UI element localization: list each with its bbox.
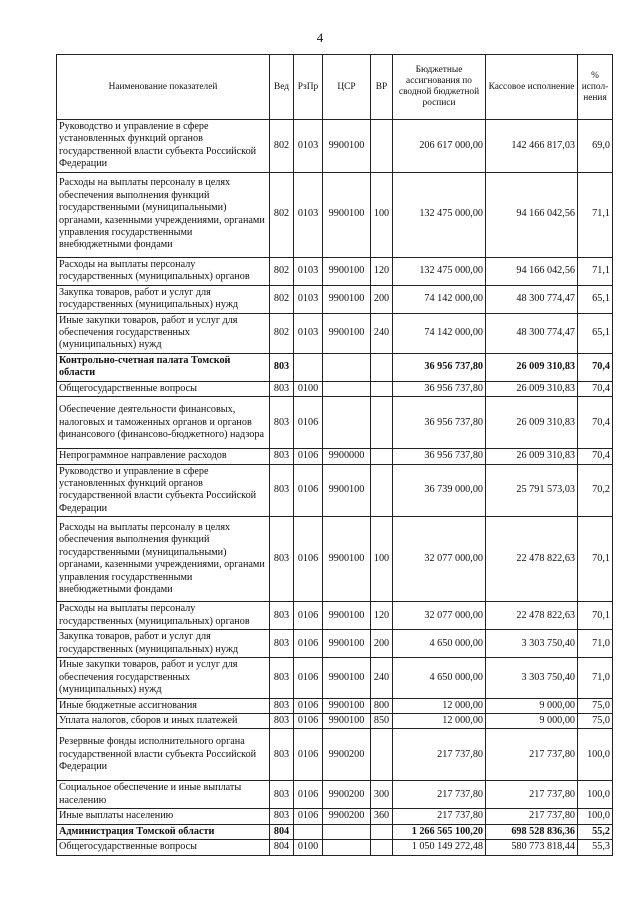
cell-name: Расходы на выплаты персоналу государственных (муниципальных) органов: [57, 602, 270, 630]
cell-pct: 70,1: [578, 602, 613, 630]
cell-assign: 12 000,00: [393, 713, 486, 728]
cell-ved: 803: [270, 381, 294, 396]
table-row: [57, 120, 613, 173]
cell-kass: 48 300 774,47: [486, 285, 578, 313]
cell-rzpr: 0106: [294, 464, 323, 517]
cell-assign: 36 956 737,80: [393, 353, 486, 381]
cell-kass: 22 478 822,63: [486, 602, 578, 630]
cell-kass: 142 466 817,03: [486, 120, 578, 173]
cell-vr: [371, 464, 393, 517]
table-row: [57, 658, 613, 698]
cell-assign: 74 142 000,00: [393, 285, 486, 313]
cell-pct: 70,1: [578, 517, 613, 602]
cell-kass: 26 009 310,83: [486, 397, 578, 449]
cell-pct: 70,4: [578, 353, 613, 381]
cell-vr: [371, 381, 393, 396]
cell-vr: 800: [371, 698, 393, 713]
cell-name: Общегосударственные вопросы: [57, 381, 270, 396]
page-number: 4: [316, 30, 324, 45]
table-row: [57, 257, 613, 285]
cell-pct: 71,0: [578, 658, 613, 698]
cell-vr: 850: [371, 713, 393, 728]
cell-ved: 803: [270, 449, 294, 464]
cell-rzpr: 0103: [294, 120, 323, 173]
cell-pct: 100,0: [578, 809, 613, 824]
cell-csr: 9900100: [323, 464, 371, 517]
table-header-row: [57, 55, 613, 120]
cell-ved: 802: [270, 257, 294, 285]
cell-csr: 9900100: [323, 285, 371, 313]
cell-csr: 9900200: [323, 729, 371, 781]
cell-rzpr: [294, 353, 323, 381]
cell-name: Закупка товаров, работ и услуг для государственных (муниципальных) нужд: [57, 285, 270, 313]
cell-name: Администрация Томской области: [57, 824, 270, 839]
cell-pct: 55,3: [578, 840, 613, 855]
cell-pct: 65,1: [578, 285, 613, 313]
cell-rzpr: 0106: [294, 602, 323, 630]
table-row: [57, 630, 613, 658]
cell-csr: 9900100: [323, 517, 371, 602]
cell-pct: 70,4: [578, 381, 613, 396]
cell-rzpr: 0103: [294, 257, 323, 285]
cell-kass: 22 478 822,63: [486, 517, 578, 602]
cell-pct: 75,0: [578, 698, 613, 713]
cell-rzpr: 0106: [294, 630, 323, 658]
cell-ved: 802: [270, 172, 294, 257]
cell-vr: 120: [371, 257, 393, 285]
cell-rzpr: 0106: [294, 517, 323, 602]
cell-csr: [323, 824, 371, 839]
cell-name: Обеспечение деятельности финансовых, налоговых и таможенных органов и органов финансового (финансово-бюджетного) надзора: [57, 397, 270, 449]
cell-vr: [371, 824, 393, 839]
cell-kass: 217 737,80: [486, 809, 578, 824]
cell-vr: 300: [371, 781, 393, 809]
table-row: [57, 449, 613, 464]
header-ved: Вед: [270, 55, 294, 120]
cell-ved: 803: [270, 713, 294, 728]
cell-vr: [371, 120, 393, 173]
cell-kass: 48 300 774,47: [486, 313, 578, 353]
cell-kass: 94 166 042,56: [486, 172, 578, 257]
cell-vr: [371, 449, 393, 464]
cell-pct: 70,4: [578, 397, 613, 449]
table-row: [57, 381, 613, 396]
cell-kass: 217 737,80: [486, 729, 578, 781]
cell-vr: 360: [371, 809, 393, 824]
cell-rzpr: 0106: [294, 449, 323, 464]
cell-assign: 74 142 000,00: [393, 313, 486, 353]
cell-csr: 9900100: [323, 658, 371, 698]
cell-assign: 4 650 000,00: [393, 658, 486, 698]
cell-ved: 802: [270, 313, 294, 353]
table-row: [57, 698, 613, 713]
cell-rzpr: 0103: [294, 313, 323, 353]
header-vr: ВР: [371, 55, 393, 120]
cell-assign: 1 266 565 100,20: [393, 824, 486, 839]
cell-name: Иные закупки товаров, работ и услуг для обеспечения государственных (муниципальных) нужд: [57, 658, 270, 698]
cell-ved: 803: [270, 397, 294, 449]
cell-assign: 36 956 737,80: [393, 381, 486, 396]
cell-vr: 120: [371, 602, 393, 630]
table-row: [57, 781, 613, 809]
cell-assign: 217 737,80: [393, 729, 486, 781]
cell-name: Руководство и управление в сфере установленных функций органов государственной власти субъекта Российской Федерации: [57, 120, 270, 173]
cell-kass: 580 773 818,44: [486, 840, 578, 855]
cell-rzpr: 0103: [294, 172, 323, 257]
cell-assign: 4 650 000,00: [393, 630, 486, 658]
cell-pct: 65,1: [578, 313, 613, 353]
table-row: [57, 824, 613, 839]
cell-name: Закупка товаров, работ и услуг для государственных (муниципальных) нужд: [57, 630, 270, 658]
cell-csr: 9900100: [323, 172, 371, 257]
cell-pct: 71,0: [578, 630, 613, 658]
budget-table: [56, 54, 613, 856]
cell-name: Резервные фонды исполнительного органа государственной власти субъекта Российской Федерации: [57, 729, 270, 781]
cell-assign: 132 475 000,00: [393, 257, 486, 285]
cell-csr: 9900200: [323, 781, 371, 809]
table-row: [57, 517, 613, 602]
cell-pct: 100,0: [578, 729, 613, 781]
cell-ved: 802: [270, 120, 294, 173]
cell-csr: 9900100: [323, 698, 371, 713]
cell-name: Непрограммное направление расходов: [57, 449, 270, 464]
cell-rzpr: 0103: [294, 285, 323, 313]
cell-rzpr: 0106: [294, 781, 323, 809]
cell-ved: 803: [270, 630, 294, 658]
cell-rzpr: [294, 824, 323, 839]
header-assign: Бюджетные ассигнования по сводной бюджетной росписи: [393, 55, 486, 120]
cell-pct: 70,2: [578, 464, 613, 517]
cell-name: Общегосударственные вопросы: [57, 840, 270, 855]
table-row: [57, 397, 613, 449]
cell-ved: 803: [270, 658, 294, 698]
cell-rzpr: 0106: [294, 713, 323, 728]
cell-name: Руководство и управление в сфере установленных функций органов государственной власти субъекта Российской Федерации: [57, 464, 270, 517]
cell-ved: 803: [270, 729, 294, 781]
cell-kass: 26 009 310,83: [486, 449, 578, 464]
table-row: [57, 313, 613, 353]
cell-assign: 206 617 000,00: [393, 120, 486, 173]
cell-assign: 32 077 000,00: [393, 517, 486, 602]
table-row: [57, 729, 613, 781]
cell-vr: 100: [371, 172, 393, 257]
cell-assign: 12 000,00: [393, 698, 486, 713]
cell-rzpr: 0100: [294, 840, 323, 855]
cell-vr: 200: [371, 630, 393, 658]
cell-kass: 217 737,80: [486, 781, 578, 809]
cell-rzpr: 0106: [294, 809, 323, 824]
cell-csr: 9900100: [323, 602, 371, 630]
cell-kass: 3 303 750,40: [486, 658, 578, 698]
cell-ved: 803: [270, 353, 294, 381]
cell-csr: 9900100: [323, 713, 371, 728]
cell-rzpr: 0106: [294, 397, 323, 449]
cell-pct: 69,0: [578, 120, 613, 173]
cell-pct: 100,0: [578, 781, 613, 809]
table-row: [57, 285, 613, 313]
cell-csr: [323, 353, 371, 381]
cell-rzpr: 0100: [294, 381, 323, 396]
cell-csr: 9900200: [323, 809, 371, 824]
cell-ved: 804: [270, 824, 294, 839]
table-row: [57, 840, 613, 855]
cell-pct: 55,2: [578, 824, 613, 839]
cell-kass: 25 791 573,03: [486, 464, 578, 517]
cell-rzpr: 0106: [294, 658, 323, 698]
cell-kass: 9 000,00: [486, 713, 578, 728]
cell-assign: 217 737,80: [393, 781, 486, 809]
cell-assign: 1 050 149 272,48: [393, 840, 486, 855]
cell-name: Расходы на выплаты персоналу государственных (муниципальных) органов: [57, 257, 270, 285]
cell-name: Уплата налогов, сборов и иных платежей: [57, 713, 270, 728]
cell-vr: [371, 729, 393, 781]
cell-ved: 803: [270, 809, 294, 824]
table-row: [57, 713, 613, 728]
cell-kass: 26 009 310,83: [486, 381, 578, 396]
header-csr: ЦСР: [323, 55, 371, 120]
cell-csr: [323, 397, 371, 449]
cell-csr: 9900100: [323, 313, 371, 353]
cell-csr: 9900100: [323, 257, 371, 285]
table-row: [57, 172, 613, 257]
table-row: [57, 602, 613, 630]
cell-assign: 36 739 000,00: [393, 464, 486, 517]
cell-ved: 803: [270, 517, 294, 602]
cell-assign: 217 737,80: [393, 809, 486, 824]
cell-vr: [371, 353, 393, 381]
cell-name: Расходы на выплаты персоналу в целях обеспечения выполнения функций государственными (муниципальными) органами, казенными учреждениями, органами управления государственными внебюджетными фондами: [57, 517, 270, 602]
cell-csr: [323, 381, 371, 396]
cell-vr: 200: [371, 285, 393, 313]
cell-pct: 75,0: [578, 713, 613, 728]
cell-assign: 32 077 000,00: [393, 602, 486, 630]
table-body: [57, 120, 613, 856]
cell-name: Социальное обеспечение и иные выплаты населению: [57, 781, 270, 809]
cell-assign: 36 956 737,80: [393, 449, 486, 464]
cell-assign: 132 475 000,00: [393, 172, 486, 257]
cell-assign: 36 956 737,80: [393, 397, 486, 449]
table-row: [57, 464, 613, 517]
cell-rzpr: 0106: [294, 729, 323, 781]
cell-ved: 803: [270, 602, 294, 630]
cell-name: Иные бюджетные ассигнования: [57, 698, 270, 713]
cell-kass: 26 009 310,83: [486, 353, 578, 381]
cell-vr: 100: [371, 517, 393, 602]
cell-pct: 71,1: [578, 172, 613, 257]
cell-name: Расходы на выплаты персоналу в целях обеспечения выполнения функций государственными (муниципальными) органами, казенными учреждениями, органами управления государственными внебюджетными фондами: [57, 172, 270, 257]
cell-vr: 240: [371, 313, 393, 353]
header-kass: Кассовое исполнение: [486, 55, 578, 120]
header-name: Наименование показателей: [57, 55, 270, 120]
cell-ved: 804: [270, 840, 294, 855]
cell-pct: 70,4: [578, 449, 613, 464]
cell-ved: 803: [270, 781, 294, 809]
cell-name: Иные выплаты населению: [57, 809, 270, 824]
cell-csr: [323, 840, 371, 855]
cell-name: Контрольно-счетная палата Томской области: [57, 353, 270, 381]
cell-name: Иные закупки товаров, работ и услуг для обеспечения государственных (муниципальных) нужд: [57, 313, 270, 353]
header-pct: % испол-нения: [578, 55, 613, 120]
table-row: [57, 353, 613, 381]
cell-ved: 802: [270, 285, 294, 313]
cell-vr: 240: [371, 658, 393, 698]
cell-kass: 94 166 042,56: [486, 257, 578, 285]
header-rzpr: РзПр: [294, 55, 323, 120]
cell-pct: 71,1: [578, 257, 613, 285]
cell-csr: 9900000: [323, 449, 371, 464]
cell-vr: [371, 397, 393, 449]
cell-rzpr: 0106: [294, 698, 323, 713]
cell-kass: 698 528 836,36: [486, 824, 578, 839]
cell-kass: 9 000,00: [486, 698, 578, 713]
cell-ved: 803: [270, 698, 294, 713]
cell-csr: 9900100: [323, 120, 371, 173]
cell-kass: 3 303 750,40: [486, 630, 578, 658]
cell-vr: [371, 840, 393, 855]
cell-csr: 9900100: [323, 630, 371, 658]
cell-ved: 803: [270, 464, 294, 517]
table-row: [57, 809, 613, 824]
